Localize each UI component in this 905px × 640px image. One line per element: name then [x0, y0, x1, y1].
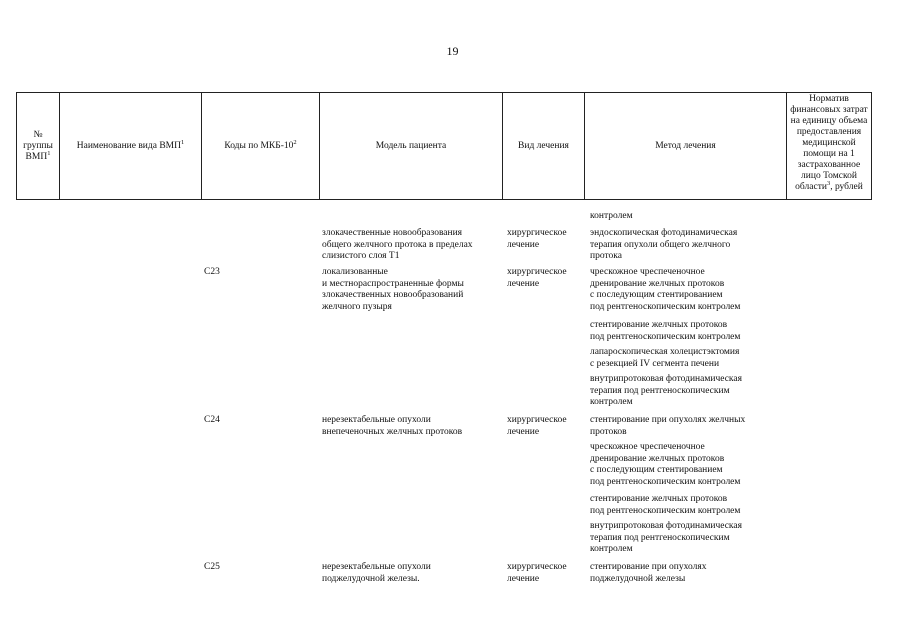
- treatment-type-text: хирургическое лечение: [507, 267, 567, 289]
- page-number: 19: [446, 44, 459, 58]
- method-text: стентирование при опухолях желчных протоков: [590, 415, 746, 437]
- header-mkb-codes: Коды по МКБ-$10^2$: [202, 93, 320, 200]
- header-vmp-name: Наименование вида ВМП$^1$: [60, 93, 202, 200]
- header-patient-model: Модель пациента: [320, 93, 503, 200]
- method-text: чрескожное чреспеченочное дренирование желчных протоков с последующим стентированием под рентгеноскопическим контролем: [590, 267, 741, 312]
- method-text: стентирование при опухолях поджелудочной железы: [590, 562, 707, 584]
- method-text: внутрипротоковая фотодинамическая терапия под рентгеноскопическим контролем: [590, 374, 742, 408]
- table-header: [16, 92, 872, 200]
- mkb-code-c24: С24: [204, 415, 220, 425]
- patient-model-text: злокачественные новообразования общего желчного протока в пределах слизистого слоя Т1: [322, 228, 473, 262]
- method-text: стентирование желчных протоков под рентгеноскопическим контролем: [590, 494, 741, 516]
- header-financial-norm: Норматив финансовых затрат на единицу объема предоставления медицинской помощи на 1 застрахованное лицо Томской области$^3$, рублей: [787, 93, 872, 200]
- mkb-code-c23: С23: [204, 267, 220, 277]
- patient-model-text: локализованные и местнораспространенные формы злокачественных новообразований желчного пузыря: [322, 267, 464, 312]
- treatment-type-text: хирургическое лечение: [507, 562, 567, 584]
- header-treatment-method: Метод лечения: [585, 93, 787, 200]
- method-text: стентирование желчных протоков под рентгеноскопическим контролем: [590, 320, 741, 342]
- patient-model-text: нерезектабельные опухоли поджелудочной железы.: [322, 562, 431, 584]
- method-text: эндоскопическая фотодинамическая терапия опухоли общего желчного протока: [590, 228, 738, 262]
- treatment-type-text: хирургическое лечение: [507, 415, 567, 437]
- header-group-number: № группы ВМП$^1$: [17, 93, 60, 200]
- method-text: чрескожное чреспеченочное дренирование желчных протоков с последующим стентированием под рентгеноскопическим контролем: [590, 442, 741, 487]
- mkb-code-c25: С25: [204, 562, 220, 572]
- header-treatment-type: Вид лечения: [503, 93, 585, 200]
- method-text: лапароскопическая холецистэктомия с резекцией IV сегмента печени: [590, 347, 740, 369]
- treatment-type-text: хирургическое лечение: [507, 228, 567, 250]
- method-text: контролем: [590, 211, 633, 221]
- method-text: внутрипротоковая фотодинамическая терапия под рентгеноскопическим контролем: [590, 521, 742, 555]
- patient-model-text: нерезектабельные опухоли внепеченочных желчных протоков: [322, 415, 463, 437]
